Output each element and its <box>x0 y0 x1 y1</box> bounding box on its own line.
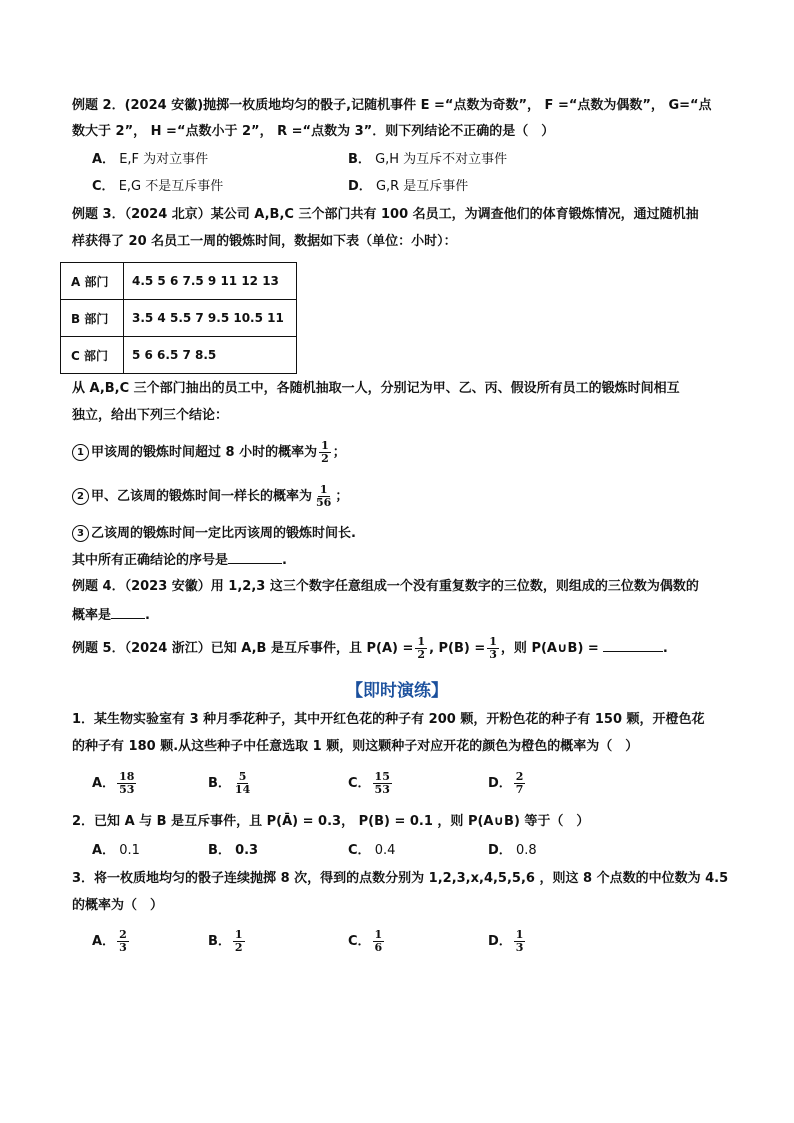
q2-option-c: C． 0.4 <box>348 843 396 858</box>
ex3-conclusion-2: 2 甲、乙该周的锻炼时间一样长的概率为 $\frac{1}{56}$ ； <box>72 484 348 509</box>
ex4-line1: 例题 4．（2023 安徽）用 1,2,3 这三个数字任意组成一个没有重复数字的三位数，则组成的三位数为偶数的 <box>72 579 699 594</box>
ex3-conclusion-1: 1 甲该周的锻炼时间超过 8 小时的概率为 $\frac{1}{2}$ ； <box>72 440 346 465</box>
q2-option-d: D． 0.8 <box>488 843 537 858</box>
ex3-line4: 独立，给出下列三个结论： <box>72 408 229 423</box>
answer-blank[interactable] <box>228 551 282 564</box>
answer-blank[interactable] <box>111 606 145 619</box>
ex3-line2: 样获得了 20 名员工一周的锻炼时间，数据如下表（单位：小时）： <box>72 234 457 249</box>
q3-option-a: A． $\frac{2}{3}$ <box>92 928 127 954</box>
ex2-line1: 例题 2．(2024 安徽)抛掷一枚质地均匀的骰子,记随机事件 E =“点数为奇数”， F =“点数为偶数”， G=“点 <box>72 98 712 113</box>
q1-line2: 的种子有 180 颗.从这些种子中任意选取 1 颗，则这颗种子对应开花的颜色为橙色的概率为（ ） <box>72 739 639 754</box>
circled-number-1: 1 <box>72 444 89 461</box>
ex2-option-c: C． E,G 不是互斥事件 <box>92 179 224 194</box>
exercise-data-table <box>60 262 297 374</box>
table-row <box>61 263 297 300</box>
q1-line1: 1．某生物实验室有 3 种月季花种子，其中开红色花的种子有 200 颗，开粉色花的种子有 150 颗，开橙色花 <box>72 712 705 727</box>
ex2-option-d: D． G,R 是互斥事件 <box>348 179 469 194</box>
table-row-values: 3.5 4 5.5 7 9.5 10.5 11 <box>124 300 297 337</box>
q1-option-a: A． $\frac{18}{53}$ <box>92 770 135 796</box>
q2-option-a: A． 0.1 <box>92 843 140 858</box>
table-row-label: B 部门 <box>61 300 124 337</box>
ex2-option-b: B． G,H 为互斥不对立事件 <box>348 152 508 167</box>
circled-number-2: 2 <box>72 488 89 505</box>
table-row-label: A 部门 <box>61 263 124 300</box>
table-row-values: 4.5 5 6 7.5 9 11 12 13 <box>124 263 297 300</box>
q1-option-c: C． $\frac{15}{53}$ <box>348 770 390 796</box>
q3-option-d: D． $\frac{1}{3}$ <box>488 928 524 954</box>
ex3-line1: 例题 3．（2024 北京）某公司 A,B,C 三个部门共有 100 名员工，为调查他们的体育锻炼情况，通过随机抽 <box>72 207 699 222</box>
fraction: $\frac{1}{2}$ <box>321 439 329 465</box>
fraction: $\frac{1}{56}$ <box>316 483 332 509</box>
table-row-label: C 部门 <box>61 337 124 374</box>
answer-blank[interactable] <box>603 639 663 652</box>
q2-line1: 2．已知 A 与 B 是互斥事件，且 P(Ā) = 0.3， P(B) = 0.1 ，则 P(A∪B) 等于（ ） <box>72 814 590 829</box>
q3-line2: 的概率为（ ） <box>72 898 164 913</box>
q1-option-b: B． $\frac{5}{14}$ <box>208 770 251 796</box>
fraction: $\frac{1}{3}$ <box>489 635 497 661</box>
table-row <box>61 337 297 374</box>
ex3-line5: 其中所有正确结论的序号是 . <box>72 553 287 568</box>
section-title: 【即时演练】 <box>346 681 448 701</box>
ex3-line3: 从 A,B,C 三个部门抽出的员工中，各随机抽取一人，分别记为甲、乙、丙、假设所有员工的锻炼时间相互 <box>72 381 680 396</box>
q2-option-b: B． 0.3 <box>208 843 259 858</box>
q3-option-c: C． $\frac{1}{6}$ <box>348 928 383 954</box>
ex5-line1: 例题 5．（2024 浙江）已知 A,B 是互斥事件，且 P(A) = $\frac{1}{2}$ , P(B) = $\frac{1}{3}$ ，则 P(A∪B) = . <box>72 635 668 661</box>
q3-option-b: B． $\frac{1}{2}$ <box>208 928 243 954</box>
q3-line1: 3．将一枚质地均匀的骰子连续抛掷 8 次，得到的点数分别为 1,2,3,x,4,5,5,6 ，则这 8 个点数的中位数为 4.5 <box>72 871 729 886</box>
ex4-line2: 概率是 . <box>72 608 150 623</box>
circled-number-3: 3 <box>72 525 89 542</box>
fraction: $\frac{1}{2}$ <box>417 635 426 661</box>
ex3-conclusion-3: 3 乙该周的锻炼时间一定比丙该周的锻炼时间长. <box>72 525 356 543</box>
ex2-line2: 数大于 2”， H =“点数小于 2”， R =“点数为 3”．则下列结论不正确的是（ ） <box>72 124 555 139</box>
table-row <box>61 300 297 337</box>
ex2-option-a: A． E,F 为对立事件 <box>92 152 209 167</box>
table-row-values: 5 6 6.5 7 8.5 <box>124 337 297 374</box>
q1-option-d: D． $\frac{2}{7}$ <box>488 770 524 796</box>
